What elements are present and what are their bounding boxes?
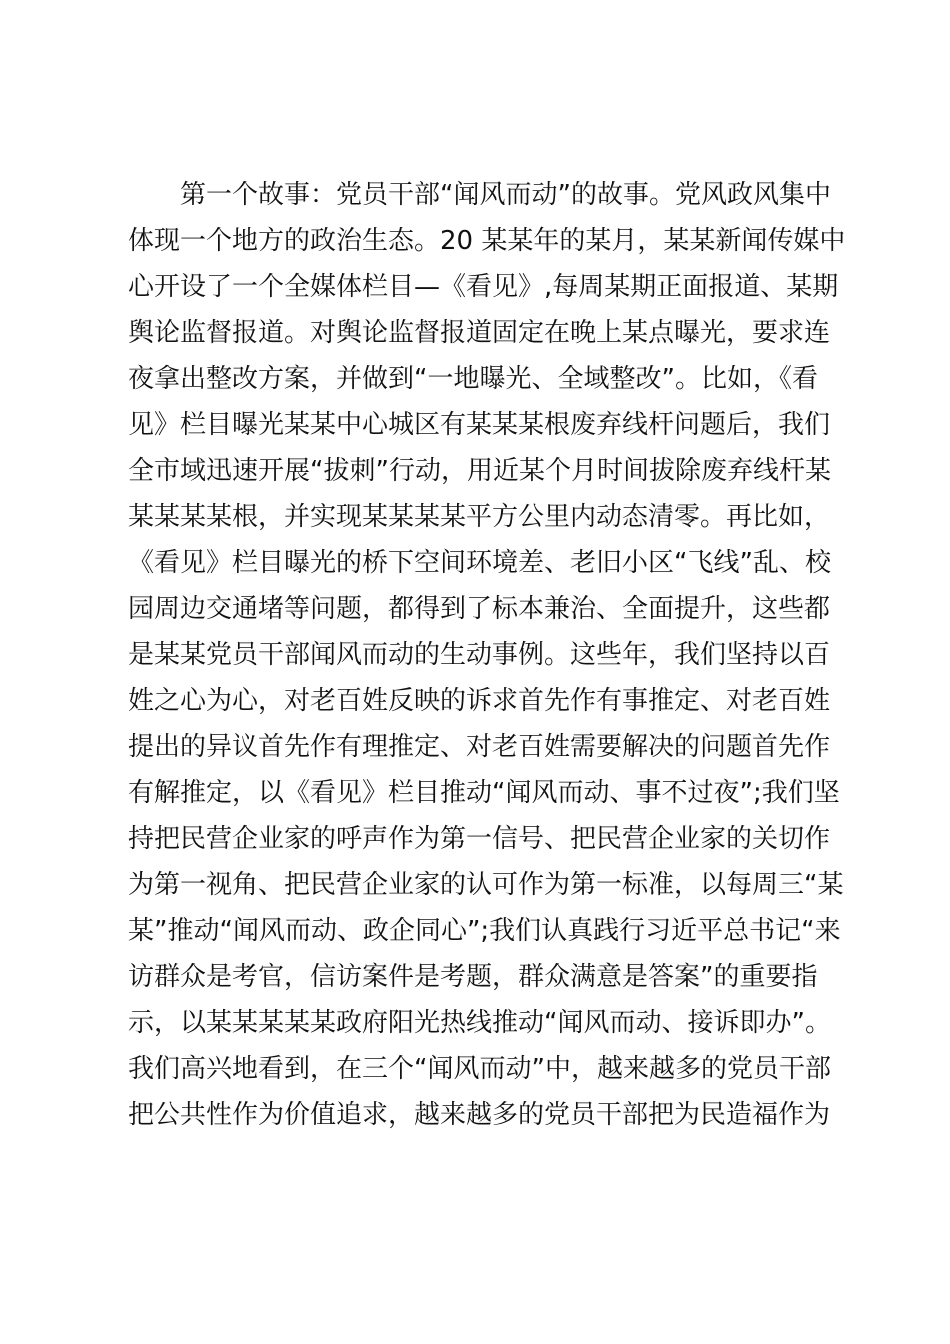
text-line: 《看见》栏目曝光的桥下空间环境差、老旧小区“飞线”乱、校: [128, 548, 831, 578]
text-line: 夜拿出整改方案，并做到“一地曝光、全域整改”。比如，《看: [128, 364, 818, 394]
text-line: 全市域迅速开展“拔刺”行动，用近某个月时间拔除废弃线杆某: [128, 456, 831, 486]
text-line: 舆论监督报道。对舆论监督报道固定在晚上某点曝光，要求连: [128, 318, 831, 348]
text-line: 某”推动“闻风而动、政企同心”;我们认真践行习近平总书记“来: [128, 916, 841, 946]
text-line: 持把民营企业家的呼声作为第一信号、把民营企业家的关切作: [128, 824, 831, 854]
text-line: 心开设了一个全媒体栏目—《看见》,每周某期正面报道、某期: [128, 272, 839, 302]
text-line: 体现一个地方的政治生态。20 某某年的某月，某某新闻传媒中: [128, 226, 846, 256]
body-paragraph: [128, 172, 846, 1138]
text-line: 访群众是考官，信访案件是考题，群众满意是答案”的重要指: [128, 962, 818, 992]
text-line: 示，以某某某某某政府阳光热线推动“闻风而动、接诉即办”。: [128, 1008, 831, 1038]
text-line: 为第一视角、把民营企业家的认可作为第一标准，以每周三“某: [128, 870, 844, 900]
text-line: 我们高兴地看到，在三个“闻风而动”中，越来越多的党员干部: [128, 1054, 831, 1084]
text-line: 园周边交通堵等问题，都得到了标本兼治、全面提升，这些都: [128, 594, 831, 624]
text-line: 第一个故事：党员干部“闻风而动”的故事。党风政风集中: [180, 180, 831, 210]
text-line: 姓之心为心，对老百姓反映的诉求首先作有事推定、对老百姓: [128, 686, 831, 716]
text-line: 提出的异议首先作有理推定、对老百姓需要解决的问题首先作: [128, 732, 831, 762]
text-line: 见》栏目曝光某某中心城区有某某某根废弃线杆问题后，我们: [128, 410, 831, 440]
text-line: 某某某某根，并实现某某某某平方公里内动态清零。再比如，: [128, 502, 831, 532]
text-line: 把公共性作为价值追求，越来越多的党员干部把为民造福作为: [128, 1100, 831, 1130]
text-line: 是某某党员干部闻风而动的生动事例。这些年，我们坚持以百: [128, 640, 831, 670]
text-line: 有解推定，以《看见》栏目推动“闻风而动、事不过夜”;我们坚: [128, 778, 840, 808]
